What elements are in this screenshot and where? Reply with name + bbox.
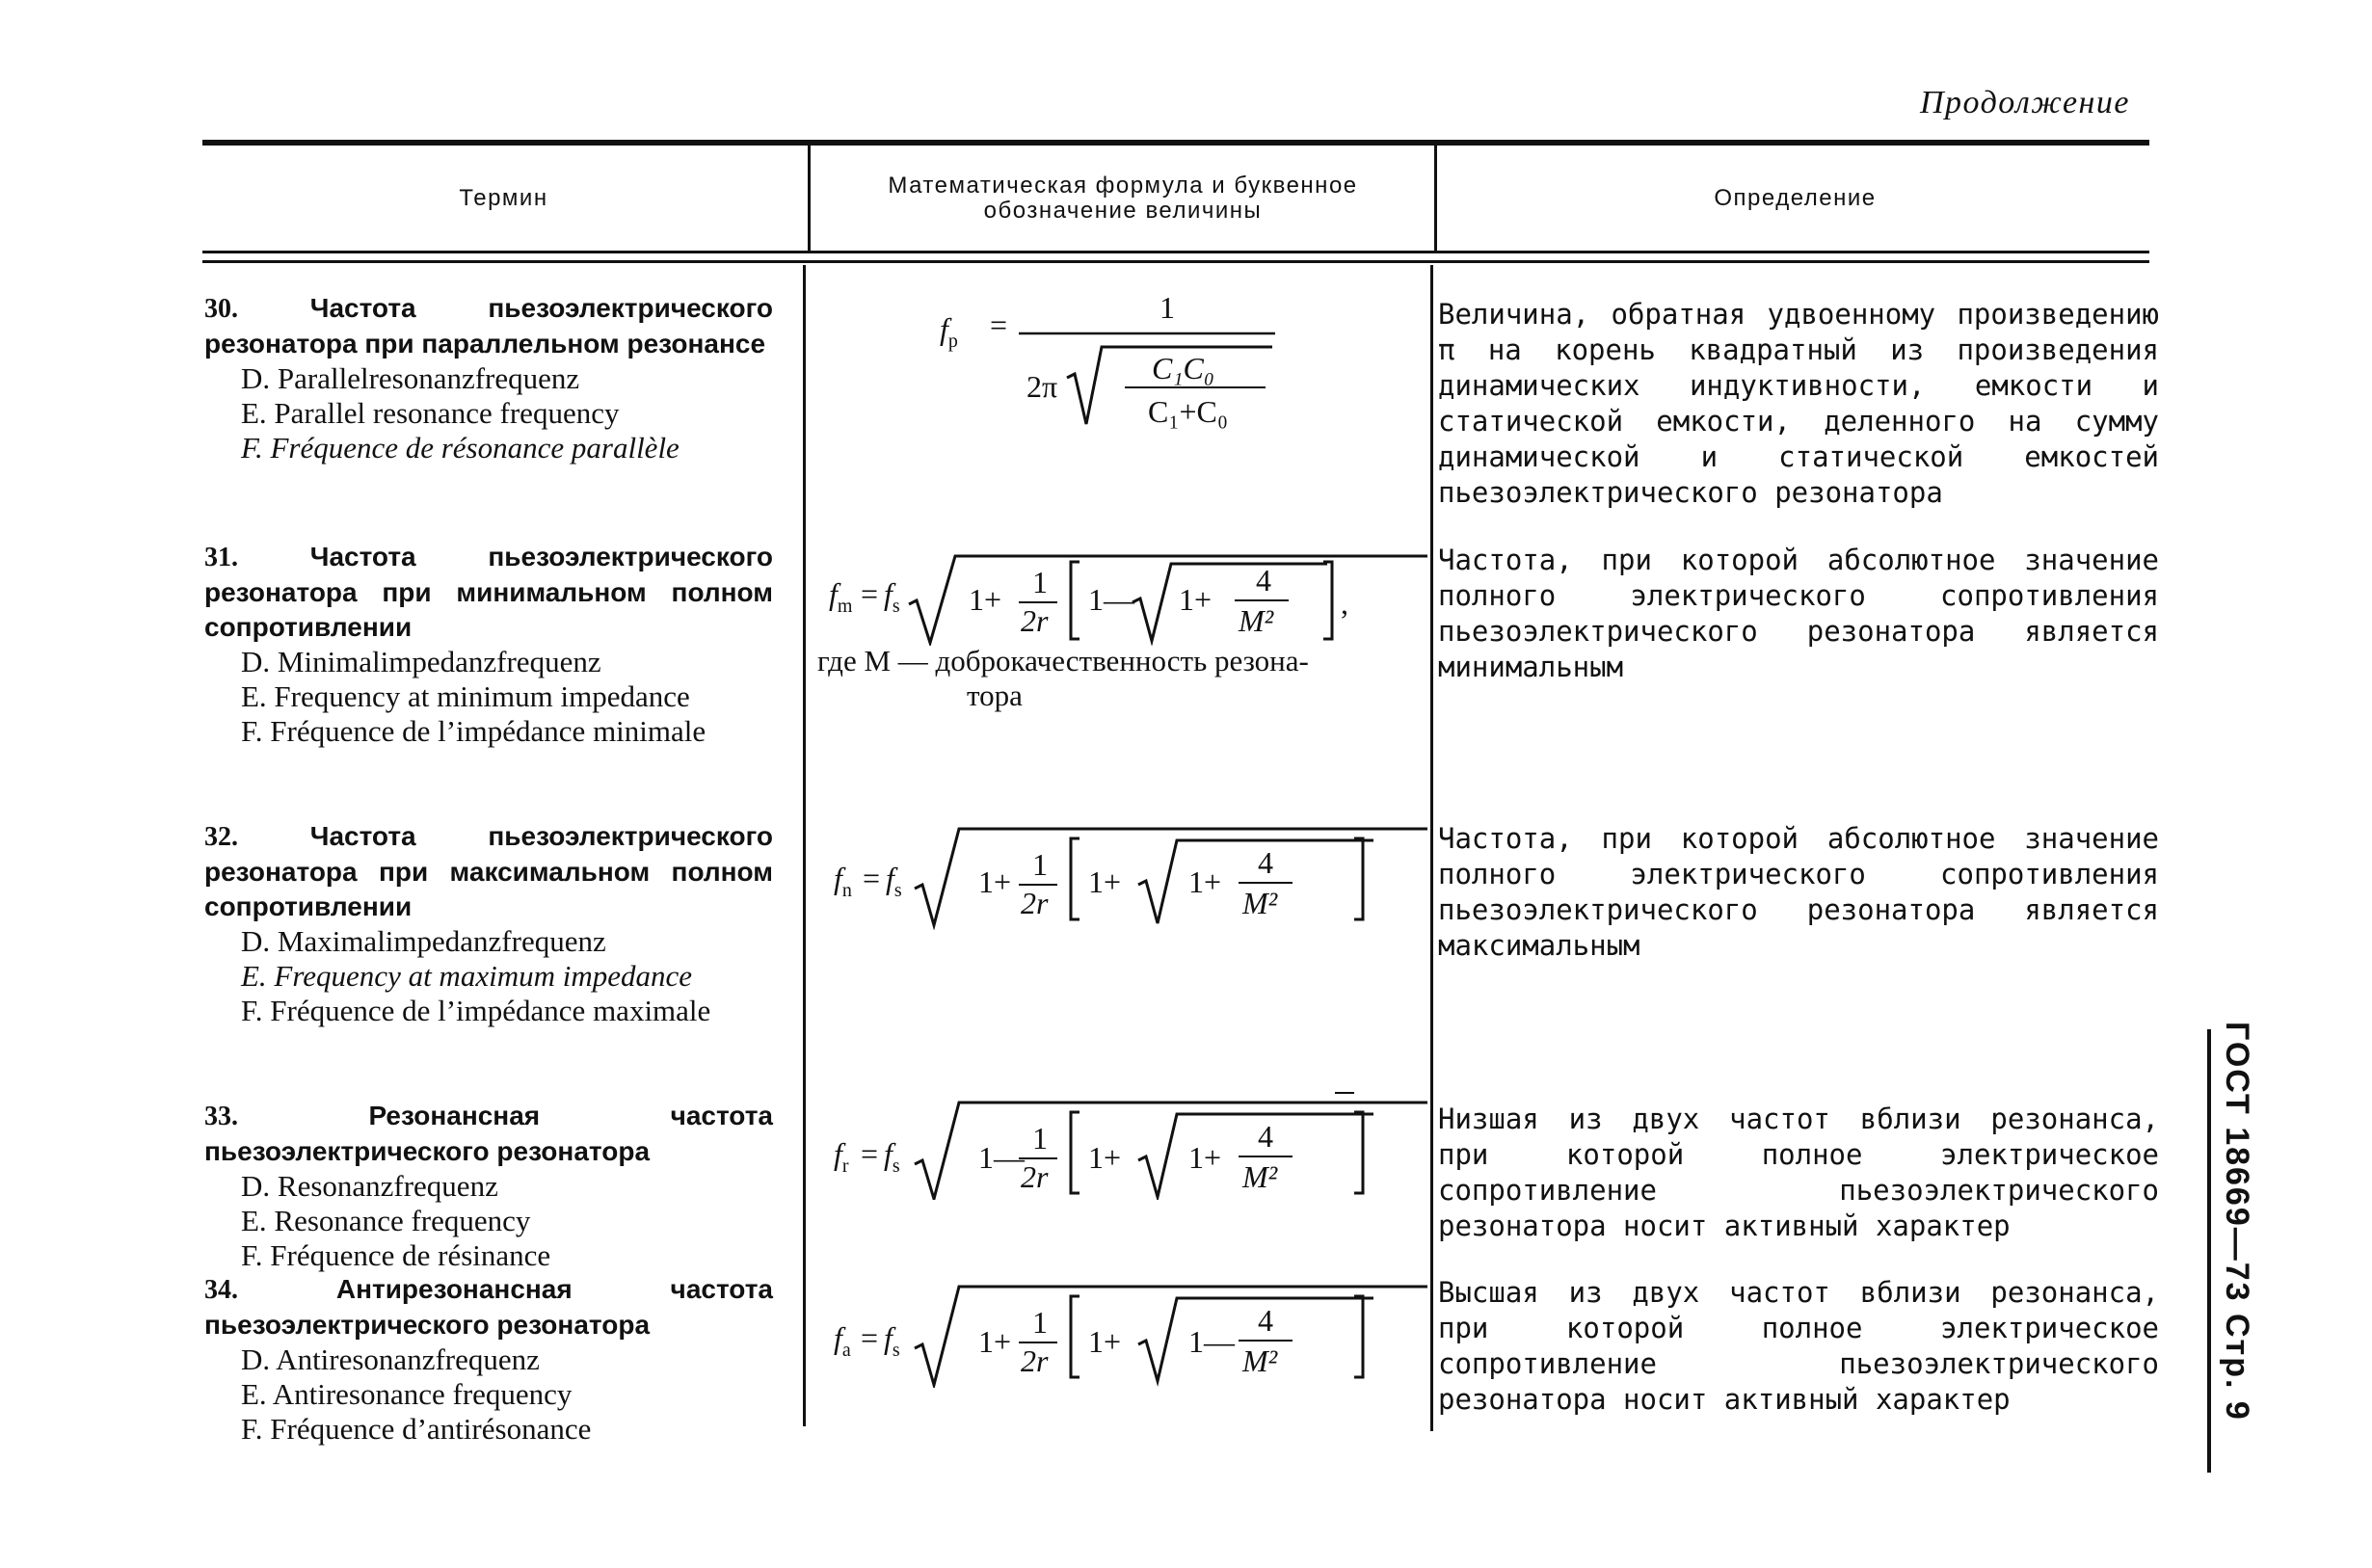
svg-text:1+: 1+	[1088, 864, 1122, 899]
formula-30	[814, 289, 1431, 443]
term-french: F. Fréquence de l’impédance minimale	[241, 714, 706, 748]
svg-text:2r: 2r	[1021, 1159, 1049, 1194]
term-entry-30	[204, 291, 773, 465]
side-margin-label	[2198, 1022, 2275, 1475]
term-french: F. Fréquence de résinance	[241, 1238, 551, 1272]
term-french: F. Fréquence d’antirésonance	[241, 1412, 592, 1446]
term-name: 33. Резонансная частота пьезоэлектрического резонатора	[204, 1101, 773, 1166]
svg-text:,: ,	[1341, 586, 1348, 621]
term-french: F. Fréquence de l’impédance maximale	[241, 994, 711, 1027]
svg-text:M²: M²	[1239, 603, 1274, 638]
term-french: F. Fréquence de résonance parallèle	[241, 431, 680, 465]
term-name: 31. Частота пьезоэлектрического резонатора при минимальном полном сопротивлении	[204, 542, 774, 642]
svg-text:2r: 2r	[1021, 603, 1049, 638]
svg-text:1: 1	[1032, 1121, 1048, 1156]
term-english: E. Frequency at minimum impedance	[241, 679, 690, 713]
column-header-formula-line1: Математическая формула и буквенное	[888, 172, 1358, 199]
term-name: 32. Частота пьезоэлектрического резонатора при максимальном полном сопротивлении	[204, 821, 774, 921]
header-divider-1	[808, 146, 811, 252]
column-header-definition: Определение	[1714, 184, 1877, 211]
definition-32: Частота, при которой абсолютное значение полного электрического сопротивления пьезоэлектрического резонатора является максимальным	[1438, 822, 2159, 962]
svg-text:4: 4	[1258, 1119, 1273, 1154]
term-german: D. Resonanzfrequenz	[241, 1169, 498, 1203]
term-name: 30. Частота пьезоэлектрического резонатора при параллельном резонансе	[204, 293, 774, 359]
term-english: E. Frequency at maximum impedance	[241, 959, 692, 993]
svg-text:fs: $f_s$	[884, 576, 900, 617]
formula-32	[814, 819, 1431, 930]
column-header-formula-line2: обозначение величины	[983, 197, 1263, 224]
term-german: D. Antiresonanzfrequenz	[241, 1342, 540, 1376]
svg-text:fp: $f_p$	[940, 311, 958, 352]
svg-text:fm: $f_m$	[829, 576, 853, 617]
term-entry-31	[204, 540, 773, 749]
svg-text:4: 4	[1258, 845, 1273, 880]
svg-text:1+: 1+	[969, 582, 1002, 617]
definition-33: Низшая из двух частот вблизи резонанса, при которой полное электрическое сопротивление пьезоэлектрического резонатора носит активный характер	[1438, 1103, 2159, 1242]
svg-text:C₁+C₀: C₁+C₀	[1148, 394, 1229, 429]
svg-text:fn: $f_n$	[834, 861, 852, 901]
svg-text:2r: 2r	[1021, 886, 1049, 920]
term-english: E. Resonance frequency	[241, 1204, 531, 1237]
svg-text:1+: 1+	[1188, 864, 1222, 899]
term-german: D. Minimalimpedanzfrequenz	[241, 645, 601, 678]
svg-text:1: 1	[1032, 565, 1048, 599]
svg-text:1: 1	[1032, 1305, 1048, 1340]
svg-text:2π: 2π	[1026, 369, 1058, 404]
svg-text:=: =	[861, 1320, 879, 1355]
formula-33	[814, 1089, 1431, 1200]
header-bottom-rule-1	[202, 251, 2149, 253]
svg-text:fr: $f_r$	[834, 1136, 849, 1177]
svg-text:4: 4	[1258, 1303, 1273, 1338]
svg-text:1+: 1+	[978, 864, 1012, 899]
definition-30: Величина, обратная удвоенному произведению π на корень квадратный из произведения динамических индуктивности, емкости и статической емкости, деленного на сумму динамической и статической емкостей пьезоэлектрического резонатора	[1438, 298, 2159, 509]
header-divider-2	[1434, 146, 1437, 252]
term-english: E. Parallel resonance frequency	[241, 396, 620, 430]
svg-text:1+: 1+	[1188, 1140, 1222, 1175]
definition-34: Высшая из двух частот вблизи резонанса, при которой полное электрическое сопротивление пьезоэлектрического резонатора носит активный характер	[1438, 1276, 2159, 1416]
continuation-label: Продолжение	[1919, 85, 2130, 120]
svg-text:M²: M²	[1242, 1159, 1278, 1194]
column-header-formula	[814, 146, 1431, 251]
svg-text:1: 1	[1032, 847, 1048, 882]
svg-text:1—: 1—	[1088, 582, 1134, 617]
svg-text:1+: 1+	[1088, 1324, 1122, 1359]
definition-31: Частота, при которой абсолютное значение полного электрического сопротивления пьезоэлектрического резонатора является минимальным	[1438, 544, 2159, 683]
column-header-term: Термин	[459, 184, 548, 211]
svg-text:2r: 2r	[1021, 1343, 1049, 1378]
svg-text:4: 4	[1256, 563, 1271, 598]
header-bottom-rule-2	[202, 260, 2149, 263]
svg-text:1+: 1+	[1179, 582, 1213, 617]
svg-text:1+: 1+	[978, 1324, 1012, 1359]
svg-text:1+: 1+	[1088, 1140, 1122, 1175]
svg-text:1—: 1—	[1188, 1324, 1235, 1359]
page-reference: ГОСТ 18669—73 Стр. 9	[2219, 1022, 2255, 1422]
term-entry-32	[204, 819, 773, 1028]
term-entry-34	[204, 1272, 773, 1447]
svg-text:=: =	[990, 307, 1008, 342]
svg-text:=: =	[861, 576, 879, 611]
svg-text:fs: $f_s$	[884, 1320, 900, 1361]
svg-text:M²: M²	[1242, 1343, 1278, 1378]
svg-text:=: =	[861, 1136, 879, 1171]
formula-34	[814, 1277, 1431, 1388]
svg-text:1: 1	[1159, 290, 1175, 325]
term-german: D. Maximalimpedanzfrequenz	[241, 924, 606, 958]
svg-text:1—: 1—	[978, 1140, 1025, 1175]
term-english: E. Antiresonance frequency	[241, 1377, 573, 1411]
svg-text:fs: $f_s$	[884, 1136, 900, 1177]
svg-text:=: =	[863, 861, 881, 895]
term-name: 34. Антирезонансная частота пьезоэлектрического резонатора	[204, 1274, 773, 1340]
svg-text:fa: $f_a$	[834, 1320, 851, 1361]
svg-text:fs: $f_s$	[886, 861, 902, 901]
term-german: D. Parallelresonanzfrequenz	[241, 361, 580, 395]
formula-31	[814, 535, 1431, 646]
body-divider-1	[803, 265, 806, 1426]
side-margin-rule	[2207, 1029, 2211, 1473]
term-entry-33	[204, 1099, 773, 1273]
svg-text:M²: M²	[1242, 886, 1278, 920]
formula-31-note: где M — доброкачественность резона- тора	[817, 644, 1309, 712]
svg-text:C₁C₀: C₁C₀	[1152, 351, 1214, 385]
